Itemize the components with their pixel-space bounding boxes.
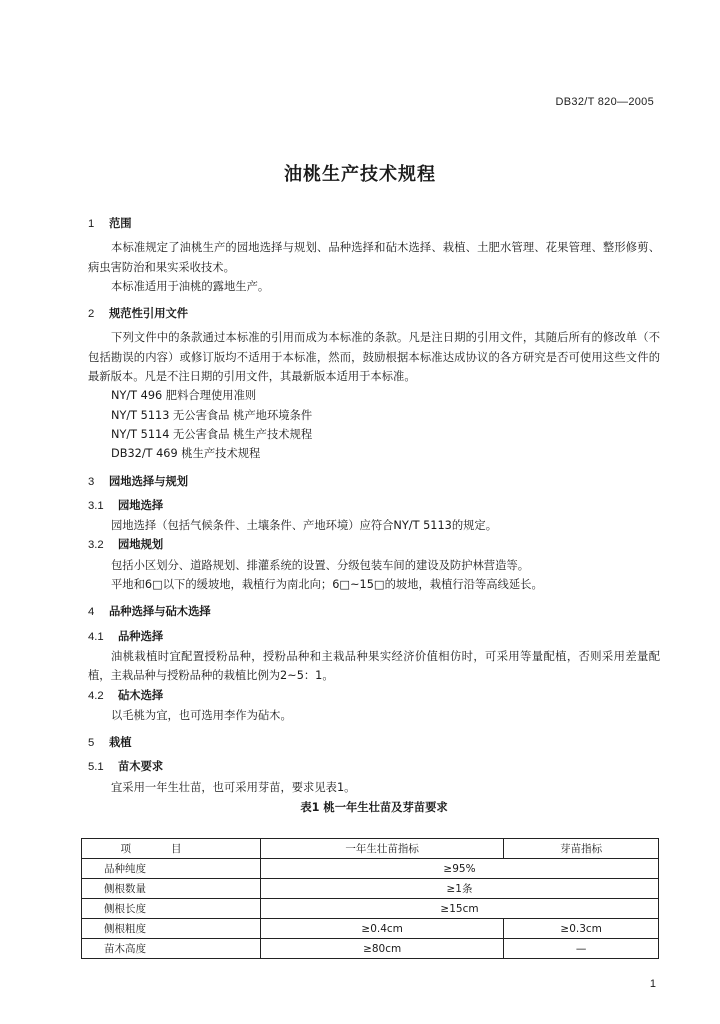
subsection-number: 3.1: [88, 499, 104, 512]
table-cell: 侧根粗度: [82, 919, 261, 939]
reference-item: NY/T 5114 无公害食品 桃生产技术规程: [111, 427, 313, 441]
document-title: 油桃生产技术规程: [284, 164, 436, 185]
table-cell: ≥0.3cm: [504, 919, 659, 939]
section-number: 2: [88, 308, 95, 321]
subsection-title: 苗木要求: [118, 760, 164, 774]
section-title: 品种选择与砧木选择: [109, 605, 211, 619]
section-2-heading: [88, 304, 660, 324]
table-header-row: [82, 839, 659, 859]
section-title: 规范性引用文件: [109, 307, 189, 321]
section-number: 1: [88, 218, 95, 230]
table-cell: 侧根数量: [82, 879, 261, 899]
reference-item: NY/T 496 肥料合理使用准则: [111, 389, 257, 403]
subsection-number: 4.2: [88, 689, 104, 702]
paragraph: 包括小区划分、道路规划、排灌系统的设置、分级包装车间的建设及防护林营造等。: [111, 558, 529, 572]
subsection-4-2-heading: [88, 686, 660, 706]
standard-code: DB32/T 820—2005: [555, 96, 654, 108]
section-1-heading: [88, 214, 660, 234]
subsection-number: 4.1: [88, 630, 104, 643]
subsection-title: 品种选择: [118, 629, 164, 643]
subsection-3-2-heading: [88, 535, 660, 555]
table-caption: 表1 桃一年生壮苗及芽苗要求: [300, 801, 448, 815]
paragraph: 以毛桃为宜，也可选用李作为砧木。: [111, 708, 292, 722]
table-cell: ≥0.4cm: [261, 919, 504, 939]
paragraph: 本标准适用于油桃的露地生产。: [111, 279, 270, 293]
table-cell: 苗木高度: [82, 939, 261, 959]
document-body: [88, 214, 660, 817]
section-5-heading: [88, 733, 660, 753]
subsection-title: 砧木选择: [118, 688, 164, 702]
subsection-number: 5.1: [88, 761, 104, 774]
paragraph: 园地选择（包括气候条件、土壤条件、产地环境）应符合NY/T 5113的规定。: [111, 519, 498, 533]
table-cell: ≥95%: [261, 859, 659, 879]
section-number: 3: [88, 475, 95, 488]
subsection-title: 园地选择: [118, 498, 164, 512]
subsection-number: 3.2: [88, 539, 104, 552]
table-cell: —: [504, 939, 659, 959]
subsection-5-1-heading: [88, 757, 660, 777]
section-title: 范围: [109, 217, 132, 230]
table-row: [82, 939, 659, 959]
table-cell: ≥15cm: [261, 899, 659, 919]
table-cell: ≥80cm: [261, 939, 504, 959]
table-header-cell: 项目: [82, 839, 261, 859]
paragraph: 平地和6□以下的缓坡地，栽植行为南北向；6□~15□的坡地，栽植行沿等高线延长。: [111, 578, 543, 592]
table-header-cell: 芽苗指标: [504, 839, 659, 859]
section-title: 园地选择与规划: [109, 474, 189, 488]
paragraph: 宜采用一年生壮苗，也可采用芽苗，要求见表1。: [111, 780, 356, 794]
subsection-title: 园地规划: [118, 538, 164, 552]
section-number: 4: [88, 606, 95, 619]
subsection-4-1-heading: [88, 627, 660, 647]
paragraph: 下列文件中的条款通过本标准的引用而成为本标准的条款。凡是注日期的引用文件，其随后所有的修改单（不包括勘误的内容）或修订版均不适用于本标准，然而，鼓励根据本标准达成协议的各方研究是否可使用这些文件的最新版本。凡是不注日期的引用文件，其最新版本适用于本标准。: [88, 331, 660, 384]
table-header-cell: 一年生壮苗指标: [261, 839, 504, 859]
table-row: [82, 919, 659, 939]
paragraph: 本标准规定了油桃生产的园地选择与规划、品种选择和砧木选择、栽植、土肥水管理、花果管理、整形修剪、病虫害防治和果实采收技术。: [88, 241, 660, 274]
reference-item: DB32/T 469 桃生产技术规程: [111, 447, 261, 461]
table-row: [82, 859, 659, 879]
section-3-heading: [88, 472, 660, 492]
table-cell: ≥1条: [261, 879, 659, 899]
table-row: [82, 879, 659, 899]
paragraph: 油桃栽植时宜配置授粉品种，授粉品种和主栽品种果实经济价值相仿时，可采用等量配植，否则采用差量配植，主栽品种与授粉品种的栽植比例为2~5：1。: [88, 649, 660, 683]
seedling-requirements-table: [81, 838, 659, 959]
section-number: 5: [88, 737, 95, 750]
reference-item: NY/T 5113 无公害食品 桃产地环境条件: [111, 408, 313, 422]
page-number: 1: [649, 978, 656, 990]
table-row: [82, 899, 659, 919]
subsection-3-1-heading: [88, 496, 660, 516]
section-4-heading: [88, 602, 660, 622]
table-cell: 品种纯度: [82, 859, 261, 879]
table-cell: 侧根长度: [82, 899, 261, 919]
section-title: 栽植: [109, 736, 132, 750]
